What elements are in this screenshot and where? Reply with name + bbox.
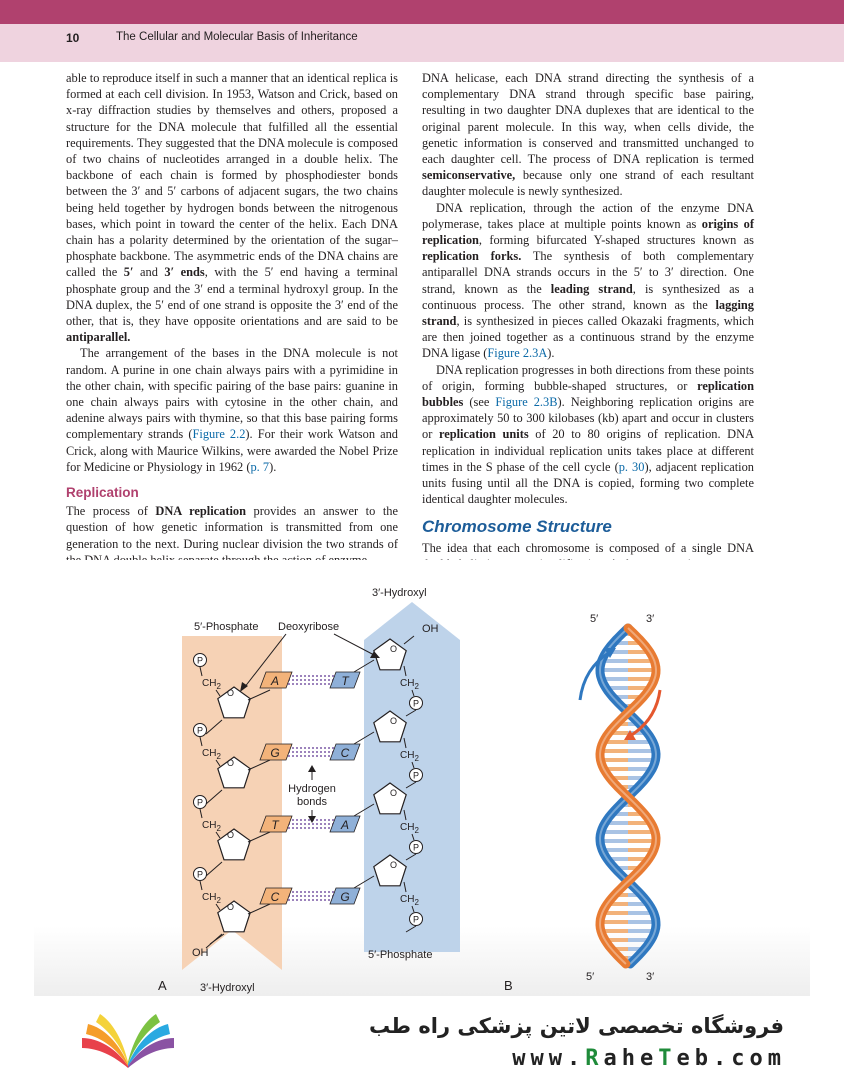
paragraph: able to reproduce itself in such a manner that an identical replica is formed at each cell division. In 1953, Watson and Crick, based on x-ray diffraction studies by themselves and others, proposed a structure for the DNA molecule that fulfilled all the essential requirements. They suggested that the DNA molecule is composed of two chains of nucleotides arranged in a double helix. The backbone of each chain is formed by phosphodiester bonds between the 3′ and 5′ carbons of adjacent sugars, the two chains being held together by hydrogen bonds between the nitrogenous bases, which point in toward the center of the helix. Each DNA chain has a polarity determined by the orientation of the sugar–phosphate backbone. The asymmetric ends of the DNA chains are called the 5′ and 3′ ends, with the 5′ end having a terminal phosphate group and the 3′ end a terminal hydroxyl group. In the DNA duplex, the 5′ end of one strand is opposite the 3′ end of the other, that is, they have opposite orientations and are said to be antiparallel. bbox=[66, 71, 398, 345]
paragraph: The idea that each chromosome is composed of a single DNA bbox=[422, 540, 754, 555]
hbond-label-line2: bonds bbox=[297, 796, 327, 808]
base-right-letter: T bbox=[341, 674, 349, 688]
phosphate-label: P bbox=[412, 698, 420, 709]
phosphate-label: P bbox=[196, 869, 204, 880]
panel-label-a: A bbox=[158, 978, 167, 993]
label-3-hydroxyl-bottom: 3′-Hydroxyl bbox=[200, 982, 255, 994]
phosphate-label: P bbox=[412, 770, 420, 781]
paragraph: The arrangement of the bases in the DNA molecule is not random. A purine in one chain always pairs with a pyrimidine in the other chain, with specific pairing of the base pairs: guanine in one chain always pairs with cytosine in the other chain, and adenine always pairs with thymine, so that this base pairing forms complementary strands (Figure 2.2). For their work Watson and Crick, along with Maurice Wilkins, were awarded the Nobel Prize for Medicine or Physiology in 1962 (p. 7). bbox=[66, 346, 399, 474]
label-5-phosphate-bottom: 5′-Phosphate bbox=[368, 949, 433, 961]
book-logo-icon bbox=[78, 1008, 178, 1070]
ch2-label: $CH_2$ bbox=[400, 894, 419, 907]
label-5-phosphate-top: 5′-Phosphate bbox=[194, 621, 259, 633]
top-color-bar bbox=[0, 0, 844, 24]
helix-label-bottom-right: 3′ bbox=[646, 971, 655, 983]
arrowhead-icon bbox=[308, 765, 316, 772]
ring-oxygen: O bbox=[390, 860, 398, 870]
ring-oxygen: O bbox=[390, 644, 398, 654]
ch2-label: $CH_2$ bbox=[202, 678, 221, 691]
phosphate-label: P bbox=[196, 725, 204, 736]
ch2-label: $CH_2$ bbox=[202, 892, 221, 905]
phosphate-label: P bbox=[196, 655, 204, 666]
helix-label-top-right: 3′ bbox=[646, 613, 655, 625]
base-left-letter: A bbox=[270, 674, 280, 688]
ch2-label: $CH_2$ bbox=[202, 820, 221, 833]
label-oh-top: OH bbox=[422, 623, 439, 635]
phosphate-label: P bbox=[412, 842, 420, 853]
double-helix bbox=[600, 628, 656, 964]
page-link[interactable]: p. 30 bbox=[618, 459, 645, 474]
ring-oxygen: O bbox=[227, 688, 235, 698]
phosphate-label: P bbox=[196, 797, 204, 808]
panel-label-b: B bbox=[504, 978, 513, 993]
base-left-letter: T bbox=[271, 818, 279, 832]
phosphate-label: P bbox=[412, 914, 420, 925]
figure-svg bbox=[34, 560, 810, 996]
right-column bbox=[422, 70, 754, 572]
ring-oxygen: O bbox=[227, 758, 235, 768]
helix-label-bottom-left: 5′ bbox=[586, 971, 595, 983]
section-heading-chromosome-structure: Chromosome Structure bbox=[422, 517, 612, 537]
base-left-letter: C bbox=[270, 890, 280, 904]
page-link[interactable]: p. 7 bbox=[250, 459, 270, 474]
page-header bbox=[0, 24, 844, 62]
store-url[interactable]: www.RaheTeb.com bbox=[512, 1046, 786, 1071]
running-title: The Cellular and Molecular Basis of Inheritance bbox=[116, 31, 358, 43]
page-number: 10 bbox=[66, 31, 80, 45]
ch2-label: $CH_2$ bbox=[202, 748, 221, 761]
ch2-label: $CH_2$ bbox=[400, 822, 419, 835]
hbond-label-line1: Hydrogen bbox=[288, 783, 336, 795]
ch2-label: $CH_2$ bbox=[400, 678, 419, 691]
base-left-letter: G bbox=[270, 746, 280, 760]
label-oh-bottom: OH bbox=[192, 947, 209, 959]
figure-link[interactable]: Figure 2.3A bbox=[487, 346, 548, 361]
base-right-letter: C bbox=[340, 746, 350, 760]
ch2-label: $CH_2$ bbox=[400, 750, 419, 763]
paragraph: The process of DNA replication provides an answer to the question of how genetic information is transmitted from one generation to the next. During nuclear division the two strands of bbox=[66, 504, 398, 551]
paragraph: DNA replication progresses in both directions from these points of origin, forming bubble-shaped structures, or replication bubbles (see Figure 2.3B). Neighboring replication origins are approximately 50 to 300 kilobases (kb) apart and occur in clusters or replication units of 20 to 80 origins of replication. DNA replication in individual replication units takes place at different times in the S phase of the cell cycle (p. 30), adjacent replication units fusing until all the DNA is copied, forming two complete identical daughter molecules. bbox=[422, 362, 755, 507]
ring-oxygen: O bbox=[227, 830, 235, 840]
ring-oxygen: O bbox=[390, 716, 398, 726]
helix-label-top-left: 5′ bbox=[590, 613, 599, 625]
ring-oxygen: O bbox=[390, 788, 398, 798]
label-deoxyribose: Deoxyribose bbox=[278, 621, 340, 633]
base-right-letter: A bbox=[340, 818, 350, 832]
store-name: فروشگاه تخصصی لاتین پزشکی راه طب bbox=[369, 1014, 784, 1038]
base-right-letter: G bbox=[340, 890, 350, 904]
ring-oxygen: O bbox=[227, 902, 235, 912]
figure-link[interactable]: Figure 2.2 bbox=[192, 427, 246, 442]
paragraph: DNA helicase, each DNA strand directing the synthesis of a complementary DNA strand through specific base pairing, resulting in two daughter DNA duplexes that are identical to the original parent molecule. In this way, when cells divide, the genetic information is conserved and transmitted unchanged to each daughter cell. The process of DNA replication is termed semiconservative, because only one strand of each resultant daughter molecule is newly synthesized. bbox=[422, 71, 754, 199]
label-3-hydroxyl-top: 3′-Hydroxyl bbox=[372, 587, 427, 599]
paragraph: DNA replication, through the action of the enzyme DNA polymerase, takes place at multiple points known as origins of replication, forming bifurcated Y-shaped structures known as replication forks. The synthesis of both complementary antiparallel DNA strands occurs in the 5′ to 3′ direction. One strand, known as the leading strand, is synthesized as a continuous process. The other strand, known as the lagging strand, is synthesized in pieces called Okazaki fragments, which are then joined together as a continuous strand by the enzyme DNA ligase (Figure 2.3A). bbox=[422, 200, 754, 361]
figure-link[interactable]: Figure 2.3B bbox=[495, 395, 558, 410]
label-hydrogen-bonds bbox=[288, 783, 336, 808]
figure-dna-structure bbox=[34, 560, 810, 996]
left-column bbox=[66, 70, 398, 568]
subheading-replication: Replication bbox=[66, 485, 139, 501]
